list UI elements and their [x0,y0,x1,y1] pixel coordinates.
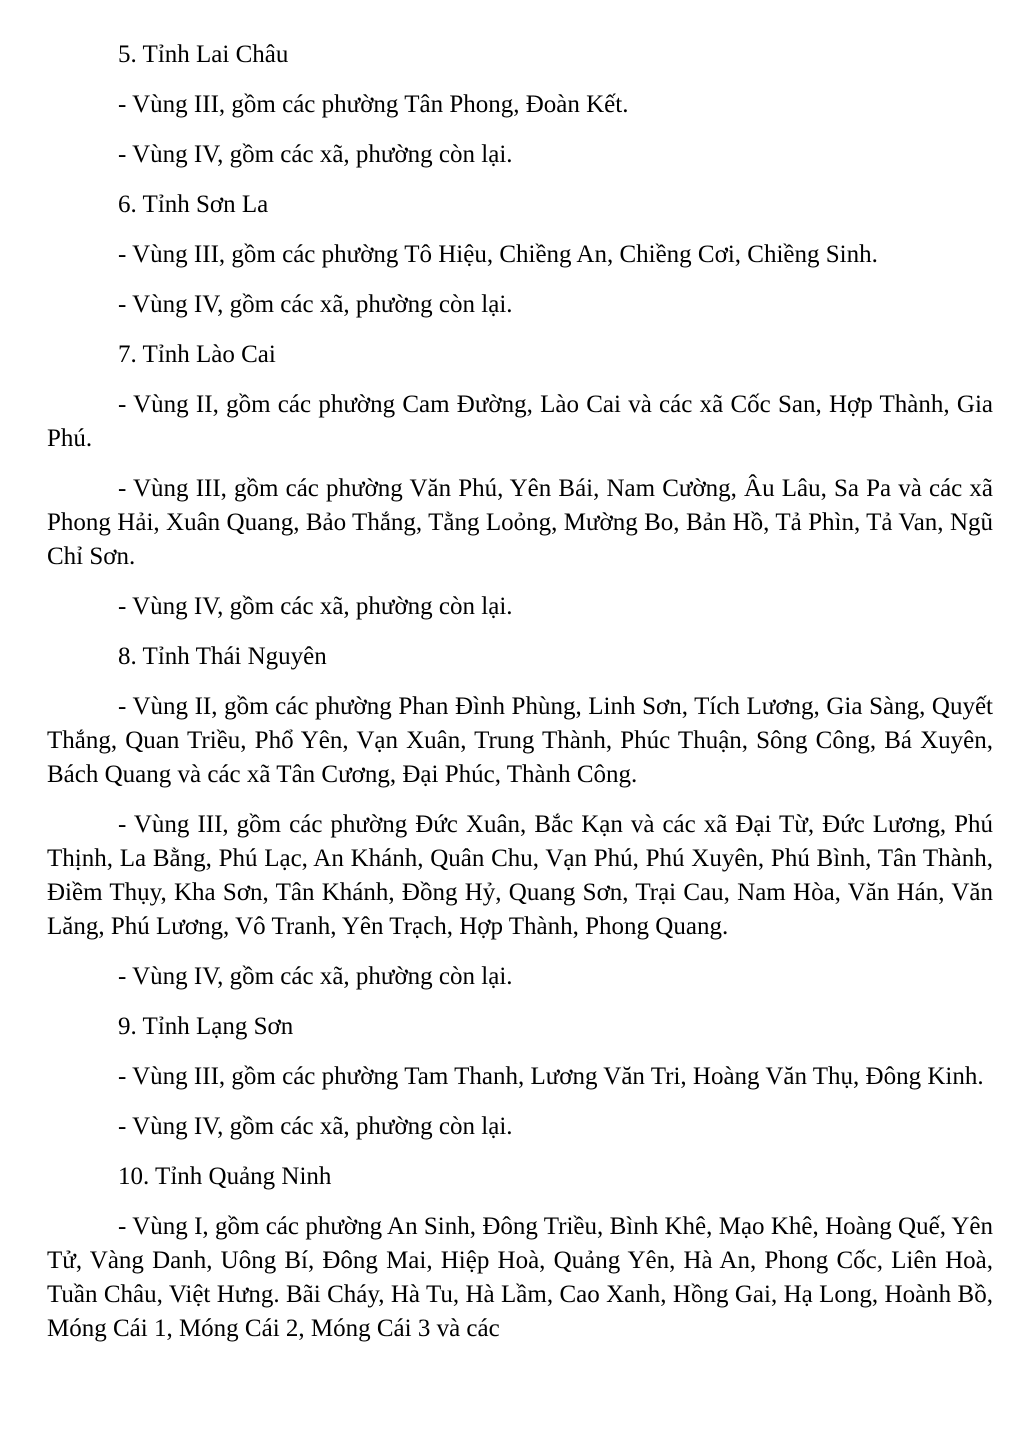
region-item: - Vùng II, gồm các phường Phan Đình Phùng, Linh Sơn, Tích Lương, Gia Sàng, Quyết Thắng, Quan Triều, Phổ Yên, Vạn Xuân, Trung Thành, Phúc Thuận, Sông Công, Bá Xuyên, Bách Quang và các xã Tân Cương, Đại Phúc, Thành Công. [47,693,993,788]
province-heading-thai-nguyen: 8. Tỉnh Thái Nguyên [118,643,327,670]
province-heading-son-la: 6. Tỉnh Sơn La [118,191,269,218]
region-item: - Vùng IV, gồm các xã, phường còn lại. [118,141,513,168]
document-page [47,38,993,1362]
region-item: - Vùng II, gồm các phường Cam Đường, Lào Cai và các xã Cốc San, Hợp Thành, Gia Phú. [47,391,993,452]
province-heading-lang-son: 9. Tỉnh Lạng Sơn [118,1013,294,1040]
region-item: - Vùng III, gồm các phường Đức Xuân, Bắc Kạn và các xã Đại Từ, Đức Lương, Phú Thịnh, La Bằng, Phú Lạc, An Khánh, Quân Chu, Vạn Phú, Phú Xuyên, Phú Bình, Tân Thành, Điềm Thụy, Kha Sơn, Tân Khánh, Đồng Hỷ, Quang Sơn, Trại Cau, Nam Hòa, Văn Hán, Văn Lăng, Phú Lương, Vô Tranh, Yên Trạch, Hợp Thành, Phong Quang. [47,811,993,940]
region-item: - Vùng I, gồm các phường An Sinh, Đông Triều, Bình Khê, Mạo Khê, Hoàng Quế, Yên Tử, Vàng Danh, Uông Bí, Đông Mai, Hiệp Hoà, Quảng Yên, Hà An, Phong Cốc, Liên Hoà, Tuần Châu, Việt Hưng. Bãi Cháy, Hà Tu, Hà Lầm, Cao Xanh, Hồng Gai, Hạ Long, Hoành Bồ, Móng Cái 1, Móng Cái 2, Móng Cái 3 và các [47,1213,993,1342]
region-item: - Vùng III, gồm các phường Văn Phú, Yên Bái, Nam Cường, Âu Lâu, Sa Pa và các xã Phong Hải, Xuân Quang, Bảo Thắng, Tằng Loỏng, Mường Bo, Bản Hồ, Tả Phìn, Tả Van, Ngũ Chỉ Sơn. [47,475,993,570]
region-item: - Vùng IV, gồm các xã, phường còn lại. [118,291,513,318]
province-heading-lai-chau: 5. Tỉnh Lai Châu [118,41,289,68]
region-item: - Vùng IV, gồm các xã, phường còn lại. [118,963,513,990]
province-heading-quang-ninh: 10. Tỉnh Quảng Ninh [118,1163,332,1190]
region-item: - Vùng III, gồm các phường Tam Thanh, Lương Văn Tri, Hoàng Văn Thụ, Đông Kinh. [118,1063,984,1090]
province-heading-lao-cai: 7. Tỉnh Lào Cai [118,341,276,368]
region-item: - Vùng III, gồm các phường Tân Phong, Đoàn Kết. [118,91,629,118]
region-item: - Vùng III, gồm các phường Tô Hiệu, Chiềng An, Chiềng Cơi, Chiềng Sinh. [118,241,878,268]
region-item: - Vùng IV, gồm các xã, phường còn lại. [118,1113,513,1140]
region-item: - Vùng IV, gồm các xã, phường còn lại. [118,593,513,620]
